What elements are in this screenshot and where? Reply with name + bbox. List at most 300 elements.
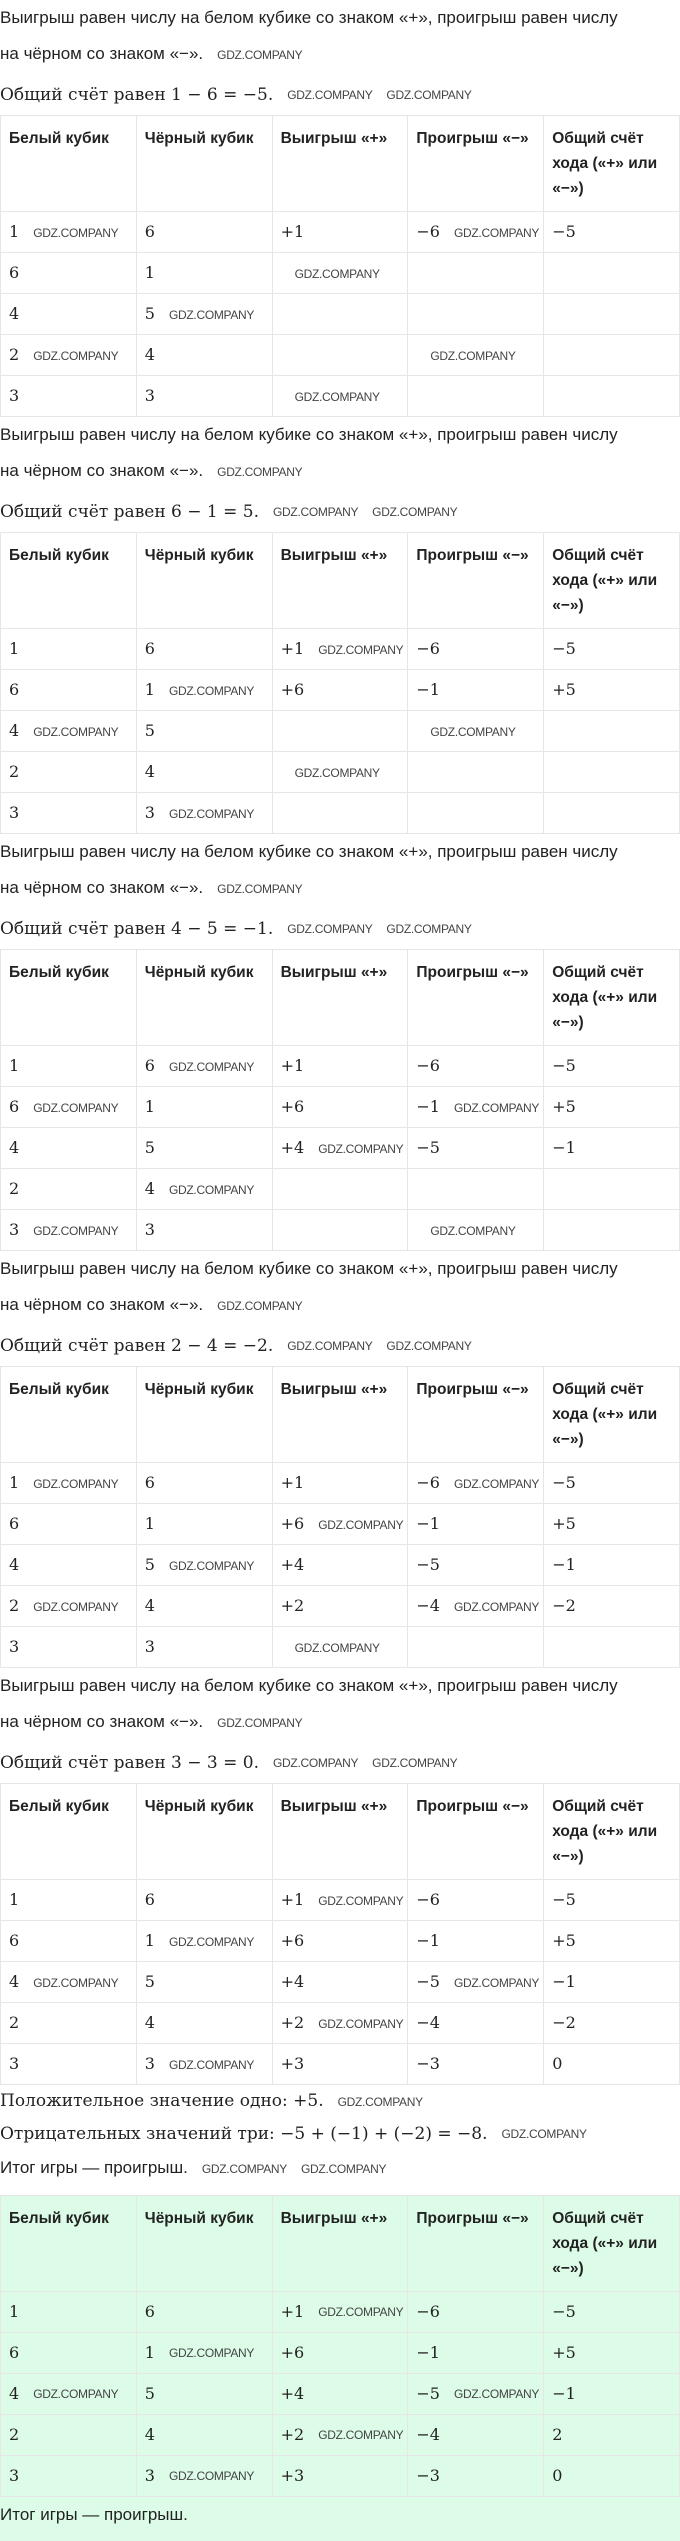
- watermark: GDZ.COMPANY: [33, 225, 119, 240]
- watermark: GDZ.COMPANY: [168, 307, 255, 322]
- table-cell: [544, 1921, 680, 1962]
- score-text: Общий счёт равен 1 − 6 = −5.: [0, 84, 274, 105]
- table-cell: [408, 1545, 544, 1586]
- table-cell: [544, 711, 680, 752]
- column-header: Проигрыш «−»: [408, 950, 544, 1046]
- table-cell: [136, 1463, 272, 1504]
- table-cell: [544, 335, 680, 376]
- table-row: [1, 253, 680, 294]
- cell-value: −1: [416, 2342, 440, 2362]
- cell-value: 3: [144, 386, 155, 406]
- table-cell: [136, 1169, 272, 1210]
- watermark: GDZ.COMPANY: [168, 806, 255, 821]
- watermark: GDZ.COMPANY: [294, 765, 380, 780]
- table-row: [1, 2003, 680, 2044]
- table-cell: [136, 1087, 272, 1128]
- column-header: Выигрыш «+»: [272, 2195, 408, 2291]
- table-row: [1, 752, 680, 793]
- column-header: Чёрный кубик: [136, 1784, 272, 1880]
- table-cell: [1, 253, 137, 294]
- column-header: Белый кубик: [1, 1367, 137, 1463]
- cell-value: −5: [552, 639, 576, 659]
- table-row: [1, 2414, 680, 2455]
- table-cell: [408, 1586, 544, 1627]
- table-cell: [272, 1504, 408, 1545]
- cell-value: 6: [9, 2342, 20, 2362]
- cell-value: +5: [552, 2342, 576, 2362]
- table-cell: [272, 253, 408, 294]
- table-cell: [1, 1463, 137, 1504]
- step-section: [0, 1674, 680, 2085]
- cell-value: 4: [144, 2013, 155, 2033]
- cell-value: −5: [416, 1555, 440, 1575]
- table-cell: [136, 670, 272, 711]
- rule-text: Выигрыш равен числу на белом кубике со знаком «+», проигрыш равен числу: [0, 1259, 618, 1279]
- cell-value: 6: [9, 1514, 20, 1534]
- watermark: GDZ.COMPANY: [318, 2016, 404, 2031]
- cell-value: 6: [144, 1056, 155, 1076]
- watermark: GDZ.COMPANY: [168, 2346, 255, 2361]
- table-cell: [136, 2044, 272, 2085]
- column-header: Белый кубик: [1, 533, 137, 629]
- cell-value: 5: [144, 1138, 155, 1158]
- column-header: Проигрыш «−»: [408, 116, 544, 212]
- cell-value: 2: [552, 2424, 563, 2444]
- table-cell: [272, 2003, 408, 2044]
- table-cell: [408, 2044, 544, 2085]
- table-cell: [544, 212, 680, 253]
- table-cell: [136, 2332, 272, 2373]
- column-header: Проигрыш «−»: [408, 1784, 544, 1880]
- watermark: GDZ.COMPANY: [430, 348, 516, 363]
- table-cell: [272, 670, 408, 711]
- table-cell: [272, 1962, 408, 2003]
- rule-text: на чёрном со знаком «−».: [0, 461, 204, 481]
- cell-value: 4: [9, 1555, 20, 1575]
- watermark: GDZ.COMPANY: [273, 1756, 359, 1771]
- table-cell: [544, 294, 680, 335]
- table-cell: [408, 793, 544, 834]
- cell-value: 4: [9, 2383, 20, 2403]
- rule-text: Выигрыш равен числу на белом кубике со знаком «+», проигрыш равен числу: [0, 842, 618, 862]
- table-cell: [408, 2291, 544, 2332]
- cell-value: 3: [9, 2054, 20, 2074]
- cell-value: +5: [552, 1514, 576, 1534]
- watermark: GDZ.COMPANY: [33, 1599, 119, 1614]
- cell-value: −5: [552, 2301, 576, 2321]
- rule-text: Выигрыш равен числу на белом кубике со знаком «+», проигрыш равен числу: [0, 425, 618, 445]
- column-header: Общий счёт хода («+» или «−»): [544, 1367, 680, 1463]
- cell-value: +1: [280, 639, 305, 659]
- cell-value: 4: [144, 1179, 155, 1199]
- table-row: [1, 1463, 680, 1504]
- column-header: Проигрыш «−»: [408, 2195, 544, 2291]
- table-cell: [272, 1169, 408, 1210]
- cell-value: 4: [144, 1596, 155, 1616]
- table-cell: [544, 1545, 680, 1586]
- cell-value: +6: [280, 1514, 305, 1534]
- table-cell: [408, 253, 544, 294]
- cell-value: 2: [9, 1596, 20, 1616]
- table-cell: [544, 253, 680, 294]
- table-cell: [408, 1504, 544, 1545]
- watermark: GDZ.COMPANY: [287, 88, 373, 103]
- table-cell: [544, 629, 680, 670]
- table-row: [1, 711, 680, 752]
- table-cell: [544, 2291, 680, 2332]
- cell-value: 3: [9, 1637, 20, 1657]
- table-row: [1, 1586, 680, 1627]
- table-cell: [1, 2291, 137, 2332]
- cell-value: +2: [280, 1596, 305, 1616]
- watermark: GDZ.COMPANY: [33, 1476, 119, 1491]
- cell-value: 2: [9, 1179, 20, 1199]
- cell-value: +6: [280, 1931, 305, 1951]
- table-row: [1, 294, 680, 335]
- watermark: GDZ.COMPANY: [318, 2428, 404, 2443]
- table-row: [1, 2044, 680, 2085]
- table-cell: [544, 1586, 680, 1627]
- cell-value: 6: [144, 2301, 155, 2321]
- table-cell: [136, 1962, 272, 2003]
- table-cell: [136, 1921, 272, 1962]
- cell-value: 4: [144, 2424, 155, 2444]
- cell-value: −1: [416, 1097, 440, 1117]
- cell-value: 5: [144, 1972, 155, 1992]
- table-cell: [544, 2455, 680, 2496]
- table-cell: [408, 1210, 544, 1251]
- table-cell: [408, 629, 544, 670]
- table-cell: [272, 1545, 408, 1586]
- cell-value: 2: [9, 345, 20, 365]
- table-cell: [272, 1627, 408, 1668]
- cell-value: −6: [416, 639, 440, 659]
- cell-value: 5: [144, 304, 155, 324]
- cell-value: −5: [552, 1056, 576, 1076]
- result-text: Итог игры — проигрыш.: [0, 2158, 188, 2178]
- cell-value: +2: [280, 2424, 305, 2444]
- rule-text: Выигрыш равен числу на белом кубике со знаком «+», проигрыш равен числу: [0, 1676, 618, 1696]
- table-cell: [136, 2291, 272, 2332]
- cell-value: −4: [416, 2013, 440, 2033]
- table-cell: [408, 2455, 544, 2496]
- table-row: [1, 2332, 680, 2373]
- cell-value: 1: [9, 1056, 20, 1076]
- table-cell: [136, 1046, 272, 1087]
- table-cell: [1, 1210, 137, 1251]
- table-cell: [544, 793, 680, 834]
- column-header: Белый кубик: [1, 1784, 137, 1880]
- table-cell: [1, 212, 137, 253]
- cell-value: −1: [552, 1138, 576, 1158]
- table-cell: [1, 1627, 137, 1668]
- table-cell: [544, 1962, 680, 2003]
- table-cell: [544, 670, 680, 711]
- watermark: GDZ.COMPANY: [168, 683, 255, 698]
- table-cell: [1, 1880, 137, 1921]
- watermark: GDZ.COMPANY: [386, 1339, 472, 1354]
- cell-value: 0: [552, 2465, 563, 2485]
- cell-value: 6: [144, 639, 155, 659]
- table-cell: [136, 1586, 272, 1627]
- table-header-row: [1, 1784, 680, 1880]
- table-row: [1, 793, 680, 834]
- cell-value: 2: [9, 762, 20, 782]
- table-cell: [408, 1169, 544, 1210]
- cell-value: 6: [144, 222, 155, 242]
- table-cell: [408, 1880, 544, 1921]
- column-header: Чёрный кубик: [136, 1367, 272, 1463]
- watermark: GDZ.COMPANY: [33, 1975, 119, 1990]
- cell-value: +5: [552, 680, 576, 700]
- table-row: [1, 212, 680, 253]
- table-cell: [1, 1169, 137, 1210]
- score-text: Общий счёт равен 2 − 4 = −2.: [0, 1335, 274, 1356]
- watermark: GDZ.COMPANY: [301, 2161, 387, 2176]
- table-row: [1, 1880, 680, 1921]
- table-cell: [136, 2455, 272, 2496]
- cell-value: −2: [552, 1596, 576, 1616]
- cell-value: −6: [416, 222, 440, 242]
- watermark: GDZ.COMPANY: [318, 2305, 404, 2320]
- table-cell: [272, 1586, 408, 1627]
- cell-value: −1: [552, 1972, 576, 1992]
- watermark: GDZ.COMPANY: [217, 464, 303, 479]
- table-cell: [544, 2044, 680, 2085]
- watermark: GDZ.COMPANY: [294, 389, 380, 404]
- column-header: Чёрный кубик: [136, 533, 272, 629]
- column-header: Общий счёт хода («+» или «−»): [544, 2195, 680, 2291]
- cell-value: 6: [144, 1890, 155, 1910]
- table-cell: [272, 2455, 408, 2496]
- table-cell: [1, 2332, 137, 2373]
- cell-value: 3: [144, 803, 155, 823]
- cell-value: +4: [280, 1555, 305, 1575]
- table-row: [1, 1962, 680, 2003]
- watermark: GDZ.COMPANY: [386, 922, 472, 937]
- table-cell: [136, 294, 272, 335]
- cell-value: −6: [416, 1473, 440, 1493]
- positive-text: Положительное значение одно: +5.: [0, 2091, 324, 2112]
- table-header-row: [1, 2195, 680, 2291]
- table-cell: [272, 752, 408, 793]
- score-table: [0, 1783, 680, 2085]
- cell-value: 6: [9, 680, 20, 700]
- table-cell: [544, 1880, 680, 1921]
- watermark: GDZ.COMPANY: [294, 266, 380, 281]
- watermark: GDZ.COMPANY: [33, 1223, 119, 1238]
- rule-text: на чёрном со знаком «−».: [0, 878, 204, 898]
- table-header-row: [1, 1367, 680, 1463]
- watermark: GDZ.COMPANY: [168, 1558, 255, 1573]
- table-header-row: [1, 533, 680, 629]
- cell-value: +5: [552, 1931, 576, 1951]
- table-cell: [136, 376, 272, 417]
- cell-value: +1: [280, 2301, 305, 2321]
- table-cell: [272, 1921, 408, 1962]
- cell-value: −2: [552, 2013, 576, 2033]
- watermark: GDZ.COMPANY: [217, 1715, 303, 1730]
- score-table: [0, 2195, 680, 2497]
- table-cell: [136, 2373, 272, 2414]
- table-row: [1, 670, 680, 711]
- watermark: GDZ.COMPANY: [217, 47, 303, 62]
- cell-value: 1: [9, 222, 20, 242]
- column-header: Общий счёт хода («+» или «−»): [544, 116, 680, 212]
- negative-text: Отрицательных значений три: −5 + (−1) + (−2) = −8.: [0, 2123, 488, 2144]
- cell-value: 5: [144, 1555, 155, 1575]
- table-cell: [544, 1504, 680, 1545]
- table-cell: [544, 376, 680, 417]
- table-cell: [136, 335, 272, 376]
- table-cell: [1, 752, 137, 793]
- table-row: [1, 1210, 680, 1251]
- table-row: [1, 1169, 680, 1210]
- table-cell: [272, 711, 408, 752]
- step-section: [0, 840, 680, 1251]
- table-cell: [544, 1169, 680, 1210]
- step-section: [0, 423, 680, 834]
- table-cell: [1, 376, 137, 417]
- cell-value: +5: [552, 1097, 576, 1117]
- watermark: GDZ.COMPANY: [168, 2057, 255, 2072]
- cell-value: +1: [280, 222, 305, 242]
- table-cell: [408, 335, 544, 376]
- table-cell: [408, 1921, 544, 1962]
- table-cell: [408, 1087, 544, 1128]
- table-cell: [272, 212, 408, 253]
- table-row: [1, 1128, 680, 1169]
- table-cell: [1, 2455, 137, 2496]
- cell-value: 1: [144, 1097, 155, 1117]
- watermark: GDZ.COMPANY: [168, 1059, 255, 1074]
- cell-value: −1: [416, 1514, 440, 1534]
- table-cell: [544, 1627, 680, 1668]
- cell-value: +4: [280, 2383, 305, 2403]
- column-header: Выигрыш «+»: [272, 116, 408, 212]
- cell-value: +3: [280, 2054, 305, 2074]
- watermark: GDZ.COMPANY: [372, 1756, 458, 1771]
- cell-value: 1: [144, 263, 155, 283]
- cell-value: 0: [552, 2054, 563, 2074]
- table-cell: [272, 1087, 408, 1128]
- table-cell: [408, 212, 544, 253]
- table-cell: [1, 1046, 137, 1087]
- table-cell: [544, 1210, 680, 1251]
- column-header: Чёрный кубик: [136, 950, 272, 1046]
- column-header: Общий счёт хода («+» или «−»): [544, 1784, 680, 1880]
- step-section: [0, 6, 680, 417]
- table-cell: [544, 1128, 680, 1169]
- cell-value: 2: [9, 2424, 20, 2444]
- cell-value: +1: [280, 1056, 305, 1076]
- table-cell: [272, 2044, 408, 2085]
- column-header: Общий счёт хода («+» или «−»): [544, 950, 680, 1046]
- cell-value: 6: [144, 1473, 155, 1493]
- table-cell: [408, 294, 544, 335]
- cell-value: 3: [144, 2465, 155, 2485]
- table-cell: [272, 1463, 408, 1504]
- column-header: Выигрыш «+»: [272, 533, 408, 629]
- table-header-row: [1, 116, 680, 212]
- cell-value: +3: [280, 2465, 305, 2485]
- table-cell: [136, 253, 272, 294]
- cell-value: −4: [416, 1596, 440, 1616]
- table-row: [1, 1504, 680, 1545]
- table-cell: [1, 2044, 137, 2085]
- watermark: GDZ.COMPANY: [273, 505, 359, 520]
- table-row: [1, 1921, 680, 1962]
- table-cell: [544, 1046, 680, 1087]
- column-header: Выигрыш «+»: [272, 1367, 408, 1463]
- cell-value: +1: [280, 1473, 305, 1493]
- table-cell: [544, 752, 680, 793]
- cell-value: 6: [9, 263, 20, 283]
- watermark: GDZ.COMPANY: [168, 1182, 255, 1197]
- table-cell: [1, 1545, 137, 1586]
- table-cell: [408, 376, 544, 417]
- watermark: GDZ.COMPANY: [318, 1517, 404, 1532]
- column-header: Проигрыш «−»: [408, 1367, 544, 1463]
- table-cell: [1, 629, 137, 670]
- table-cell: [408, 2003, 544, 2044]
- table-cell: [408, 670, 544, 711]
- cell-value: −5: [416, 2383, 440, 2403]
- table-cell: [136, 793, 272, 834]
- table-cell: [408, 752, 544, 793]
- cell-value: 5: [144, 2383, 155, 2403]
- table-cell: [1, 2373, 137, 2414]
- table-cell: [136, 1627, 272, 1668]
- column-header: Проигрыш «−»: [408, 533, 544, 629]
- cell-value: 6: [9, 1097, 20, 1117]
- table-cell: [136, 711, 272, 752]
- table-cell: [408, 711, 544, 752]
- watermark: GDZ.COMPANY: [318, 642, 404, 657]
- score-table: [0, 532, 680, 834]
- rule-text: на чёрном со знаком «−».: [0, 1712, 204, 1732]
- table-cell: [272, 2414, 408, 2455]
- column-header: Выигрыш «+»: [272, 1784, 408, 1880]
- column-header: Белый кубик: [1, 116, 137, 212]
- table-cell: [1, 670, 137, 711]
- watermark: GDZ.COMPANY: [430, 724, 516, 739]
- table-row: [1, 2455, 680, 2496]
- table-row: [1, 2291, 680, 2332]
- table-row: [1, 2373, 680, 2414]
- watermark: GDZ.COMPANY: [168, 2469, 255, 2484]
- table-cell: [272, 1046, 408, 1087]
- step-section: [0, 1257, 680, 1668]
- table-cell: [136, 2414, 272, 2455]
- score-text: Общий счёт равен 6 − 1 = 5.: [0, 501, 260, 522]
- document: [0, 6, 680, 2541]
- cell-value: +4: [280, 1138, 305, 1158]
- watermark: GDZ.COMPANY: [453, 1975, 540, 1990]
- cell-value: 1: [9, 2301, 20, 2321]
- watermark: GDZ.COMPANY: [287, 1339, 373, 1354]
- cell-value: 3: [144, 1637, 155, 1657]
- cell-value: +2: [280, 2013, 305, 2033]
- table-cell: [544, 2414, 680, 2455]
- watermark: GDZ.COMPANY: [294, 1640, 380, 1655]
- watermark: GDZ.COMPANY: [217, 881, 303, 896]
- table-cell: [408, 1463, 544, 1504]
- score-text: Общий счёт равен 3 − 3 = 0.: [0, 1752, 260, 1773]
- cell-value: −1: [552, 2383, 576, 2403]
- watermark: GDZ.COMPANY: [318, 1141, 404, 1156]
- rule-text: на чёрном со знаком «−».: [0, 44, 204, 63]
